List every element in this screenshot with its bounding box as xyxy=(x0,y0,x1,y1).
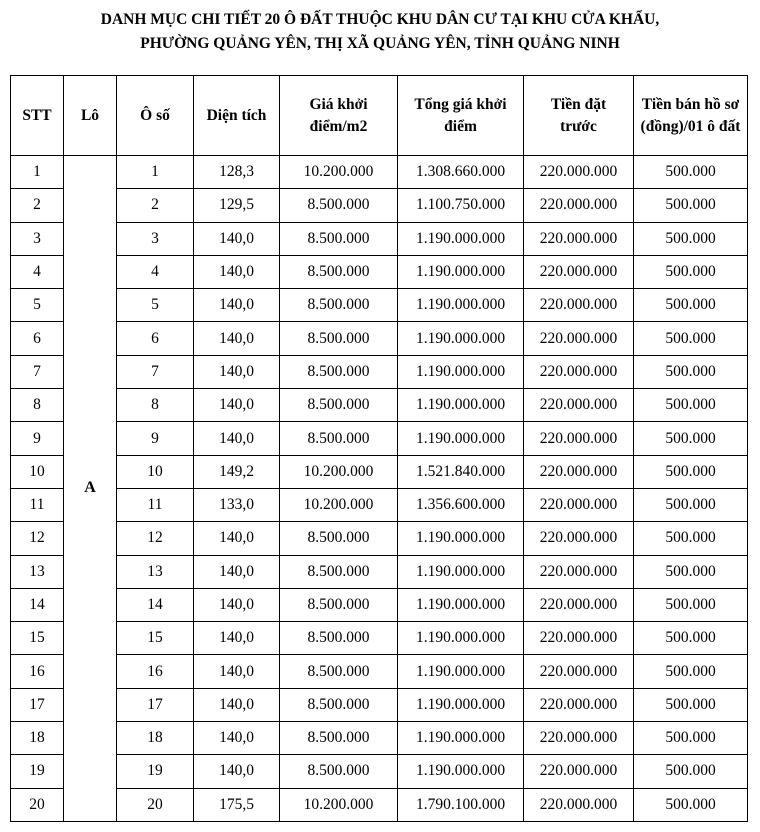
cell-tien-ban-ho-so: 500.000 xyxy=(634,555,748,588)
table-row xyxy=(11,255,748,288)
cell-gia-khoi-diem: 10.200.000 xyxy=(280,156,398,189)
cell-gia-khoi-diem: 8.500.000 xyxy=(280,422,398,455)
document-title xyxy=(0,8,760,56)
cell-tien-ban-ho-so: 500.000 xyxy=(634,222,748,255)
cell-stt: 4 xyxy=(11,255,64,288)
cell-stt: 19 xyxy=(11,755,64,788)
table-row xyxy=(11,622,748,655)
cell-tong-gia: 1.190.000.000 xyxy=(398,555,524,588)
cell-dien-tich: 129,5 xyxy=(194,189,280,222)
cell-tien-dat-truoc: 220.000.000 xyxy=(524,156,634,189)
cell-tien-dat-truoc: 220.000.000 xyxy=(524,255,634,288)
cell-dien-tich: 133,0 xyxy=(194,488,280,521)
cell-dien-tich: 140,0 xyxy=(194,522,280,555)
cell-dien-tich: 140,0 xyxy=(194,722,280,755)
cell-gia-khoi-diem: 8.500.000 xyxy=(280,389,398,422)
cell-tien-ban-ho-so: 500.000 xyxy=(634,622,748,655)
cell-lo: A xyxy=(64,156,117,822)
cell-tien-dat-truoc: 220.000.000 xyxy=(524,355,634,388)
cell-tong-gia: 1.356.600.000 xyxy=(398,488,524,521)
header-stt: STT xyxy=(11,76,64,156)
cell-o-so: 1 xyxy=(117,156,194,189)
cell-tien-ban-ho-so: 500.000 xyxy=(634,355,748,388)
cell-o-so: 18 xyxy=(117,722,194,755)
header-tien-dat-truoc: Tiền đặt trước xyxy=(524,76,634,156)
cell-dien-tich: 140,0 xyxy=(194,289,280,322)
cell-stt: 18 xyxy=(11,722,64,755)
table-row xyxy=(11,455,748,488)
cell-gia-khoi-diem: 8.500.000 xyxy=(280,522,398,555)
cell-tien-dat-truoc: 220.000.000 xyxy=(524,222,634,255)
header-dien-tich: Diện tích xyxy=(194,76,280,156)
cell-dien-tich: 140,0 xyxy=(194,355,280,388)
cell-o-so: 4 xyxy=(117,255,194,288)
cell-gia-khoi-diem: 8.500.000 xyxy=(280,355,398,388)
cell-gia-khoi-diem: 8.500.000 xyxy=(280,222,398,255)
table-row xyxy=(11,355,748,388)
table-row xyxy=(11,422,748,455)
cell-tien-ban-ho-so: 500.000 xyxy=(634,455,748,488)
cell-dien-tich: 128,3 xyxy=(194,156,280,189)
cell-gia-khoi-diem: 8.500.000 xyxy=(280,189,398,222)
cell-o-so: 5 xyxy=(117,289,194,322)
cell-gia-khoi-diem: 8.500.000 xyxy=(280,688,398,721)
cell-o-so: 9 xyxy=(117,422,194,455)
cell-tien-dat-truoc: 220.000.000 xyxy=(524,488,634,521)
cell-tien-ban-ho-so: 500.000 xyxy=(634,722,748,755)
cell-dien-tich: 140,0 xyxy=(194,755,280,788)
cell-tien-dat-truoc: 220.000.000 xyxy=(524,622,634,655)
cell-dien-tich: 140,0 xyxy=(194,588,280,621)
cell-dien-tich: 140,0 xyxy=(194,622,280,655)
cell-gia-khoi-diem: 8.500.000 xyxy=(280,622,398,655)
cell-stt: 13 xyxy=(11,555,64,588)
cell-stt: 2 xyxy=(11,189,64,222)
cell-tien-ban-ho-so: 500.000 xyxy=(634,688,748,721)
cell-tong-gia: 1.190.000.000 xyxy=(398,655,524,688)
cell-stt: 8 xyxy=(11,389,64,422)
cell-stt: 6 xyxy=(11,322,64,355)
cell-gia-khoi-diem: 8.500.000 xyxy=(280,555,398,588)
cell-tien-dat-truoc: 220.000.000 xyxy=(524,389,634,422)
header-tong-gia: Tổng giá khởi điểm xyxy=(398,76,524,156)
cell-tien-dat-truoc: 220.000.000 xyxy=(524,422,634,455)
header-lo: Lô xyxy=(64,76,117,156)
land-plot-table xyxy=(10,75,748,822)
cell-tien-dat-truoc: 220.000.000 xyxy=(524,755,634,788)
cell-gia-khoi-diem: 10.200.000 xyxy=(280,455,398,488)
cell-stt: 17 xyxy=(11,688,64,721)
table-row xyxy=(11,588,748,621)
title-line-1: DANH MỤC CHI TIẾT 20 Ô ĐẤT THUỘC KHU DÂN CƯ TẠI KHU CỬA KHẨU, xyxy=(100,11,660,28)
cell-o-so: 14 xyxy=(117,588,194,621)
header-tien-ban-ho-so: Tiền bán hồ sơ (đồng)/01 ô đất xyxy=(634,76,748,156)
table-row xyxy=(11,688,748,721)
cell-stt: 12 xyxy=(11,522,64,555)
cell-dien-tich: 140,0 xyxy=(194,688,280,721)
cell-stt: 5 xyxy=(11,289,64,322)
cell-stt: 3 xyxy=(11,222,64,255)
cell-stt: 15 xyxy=(11,622,64,655)
table-header-row xyxy=(11,76,748,156)
cell-o-so: 15 xyxy=(117,622,194,655)
table-row xyxy=(11,488,748,521)
cell-gia-khoi-diem: 8.500.000 xyxy=(280,588,398,621)
table-row xyxy=(11,222,748,255)
cell-o-so: 12 xyxy=(117,522,194,555)
cell-stt: 16 xyxy=(11,655,64,688)
cell-tien-ban-ho-so: 500.000 xyxy=(634,156,748,189)
cell-tien-ban-ho-so: 500.000 xyxy=(634,788,748,821)
table-row xyxy=(11,389,748,422)
cell-tong-gia: 1.190.000.000 xyxy=(398,255,524,288)
cell-gia-khoi-diem: 10.200.000 xyxy=(280,788,398,821)
cell-tong-gia: 1.100.750.000 xyxy=(398,189,524,222)
cell-tong-gia: 1.308.660.000 xyxy=(398,156,524,189)
cell-dien-tich: 140,0 xyxy=(194,255,280,288)
cell-stt: 7 xyxy=(11,355,64,388)
cell-tien-dat-truoc: 220.000.000 xyxy=(524,189,634,222)
cell-tien-ban-ho-so: 500.000 xyxy=(634,255,748,288)
cell-tien-ban-ho-so: 500.000 xyxy=(634,488,748,521)
cell-tong-gia: 1.190.000.000 xyxy=(398,222,524,255)
cell-tien-ban-ho-so: 500.000 xyxy=(634,189,748,222)
cell-o-so: 20 xyxy=(117,788,194,821)
cell-tien-ban-ho-so: 500.000 xyxy=(634,322,748,355)
table-row xyxy=(11,189,748,222)
cell-tien-ban-ho-so: 500.000 xyxy=(634,289,748,322)
table-row xyxy=(11,755,748,788)
cell-tong-gia: 1.190.000.000 xyxy=(398,755,524,788)
cell-tong-gia: 1.190.000.000 xyxy=(398,622,524,655)
cell-stt: 11 xyxy=(11,488,64,521)
cell-o-so: 13 xyxy=(117,555,194,588)
cell-tong-gia: 1.190.000.000 xyxy=(398,688,524,721)
cell-tien-dat-truoc: 220.000.000 xyxy=(524,722,634,755)
table-row xyxy=(11,289,748,322)
cell-gia-khoi-diem: 8.500.000 xyxy=(280,655,398,688)
cell-tien-dat-truoc: 220.000.000 xyxy=(524,289,634,322)
cell-o-so: 6 xyxy=(117,322,194,355)
table-row xyxy=(11,555,748,588)
cell-o-so: 10 xyxy=(117,455,194,488)
table-row xyxy=(11,156,748,189)
cell-tien-dat-truoc: 220.000.000 xyxy=(524,555,634,588)
cell-o-so: 7 xyxy=(117,355,194,388)
cell-dien-tich: 140,0 xyxy=(194,422,280,455)
cell-dien-tich: 140,0 xyxy=(194,222,280,255)
cell-tong-gia: 1.190.000.000 xyxy=(398,722,524,755)
cell-o-so: 8 xyxy=(117,389,194,422)
cell-tien-ban-ho-so: 500.000 xyxy=(634,655,748,688)
cell-tong-gia: 1.190.000.000 xyxy=(398,422,524,455)
cell-tien-dat-truoc: 220.000.000 xyxy=(524,455,634,488)
cell-tien-ban-ho-so: 500.000 xyxy=(634,755,748,788)
cell-stt: 20 xyxy=(11,788,64,821)
cell-tien-ban-ho-so: 500.000 xyxy=(634,588,748,621)
cell-gia-khoi-diem: 8.500.000 xyxy=(280,289,398,322)
cell-o-so: 16 xyxy=(117,655,194,688)
table-row xyxy=(11,322,748,355)
cell-tien-dat-truoc: 220.000.000 xyxy=(524,522,634,555)
cell-gia-khoi-diem: 8.500.000 xyxy=(280,322,398,355)
table-row xyxy=(11,722,748,755)
cell-tien-ban-ho-so: 500.000 xyxy=(634,422,748,455)
title-line-2: PHƯỜNG QUẢNG YÊN, THỊ XÃ QUẢNG YÊN, TỈNH QUẢNG NINH xyxy=(140,35,620,52)
cell-tong-gia: 1.190.000.000 xyxy=(398,389,524,422)
cell-tien-dat-truoc: 220.000.000 xyxy=(524,688,634,721)
cell-tong-gia: 1.190.000.000 xyxy=(398,355,524,388)
cell-tien-dat-truoc: 220.000.000 xyxy=(524,588,634,621)
cell-tien-ban-ho-so: 500.000 xyxy=(634,389,748,422)
table-body xyxy=(11,156,748,822)
cell-stt: 9 xyxy=(11,422,64,455)
table-row xyxy=(11,522,748,555)
cell-tong-gia: 1.190.000.000 xyxy=(398,289,524,322)
cell-tien-dat-truoc: 220.000.000 xyxy=(524,788,634,821)
cell-dien-tich: 140,0 xyxy=(194,555,280,588)
cell-tong-gia: 1.521.840.000 xyxy=(398,455,524,488)
cell-tien-dat-truoc: 220.000.000 xyxy=(524,322,634,355)
cell-stt: 1 xyxy=(11,156,64,189)
header-o-so: Ô số xyxy=(117,76,194,156)
cell-gia-khoi-diem: 10.200.000 xyxy=(280,488,398,521)
cell-o-so: 17 xyxy=(117,688,194,721)
cell-tong-gia: 1.190.000.000 xyxy=(398,522,524,555)
table-row xyxy=(11,655,748,688)
cell-gia-khoi-diem: 8.500.000 xyxy=(280,722,398,755)
cell-gia-khoi-diem: 8.500.000 xyxy=(280,255,398,288)
cell-stt: 14 xyxy=(11,588,64,621)
cell-tien-dat-truoc: 220.000.000 xyxy=(524,655,634,688)
cell-tong-gia: 1.190.000.000 xyxy=(398,588,524,621)
header-gia-khoi-diem: Giá khởi điểm/m2 xyxy=(280,76,398,156)
cell-dien-tich: 140,0 xyxy=(194,322,280,355)
table-row xyxy=(11,788,748,821)
cell-dien-tich: 140,0 xyxy=(194,389,280,422)
cell-dien-tich: 149,2 xyxy=(194,455,280,488)
cell-tong-gia: 1.790.100.000 xyxy=(398,788,524,821)
cell-stt: 10 xyxy=(11,455,64,488)
cell-o-so: 2 xyxy=(117,189,194,222)
cell-o-so: 19 xyxy=(117,755,194,788)
cell-tien-ban-ho-so: 500.000 xyxy=(634,522,748,555)
cell-dien-tich: 140,0 xyxy=(194,655,280,688)
cell-tong-gia: 1.190.000.000 xyxy=(398,322,524,355)
cell-o-so: 11 xyxy=(117,488,194,521)
cell-o-so: 3 xyxy=(117,222,194,255)
cell-dien-tich: 175,5 xyxy=(194,788,280,821)
cell-gia-khoi-diem: 8.500.000 xyxy=(280,755,398,788)
